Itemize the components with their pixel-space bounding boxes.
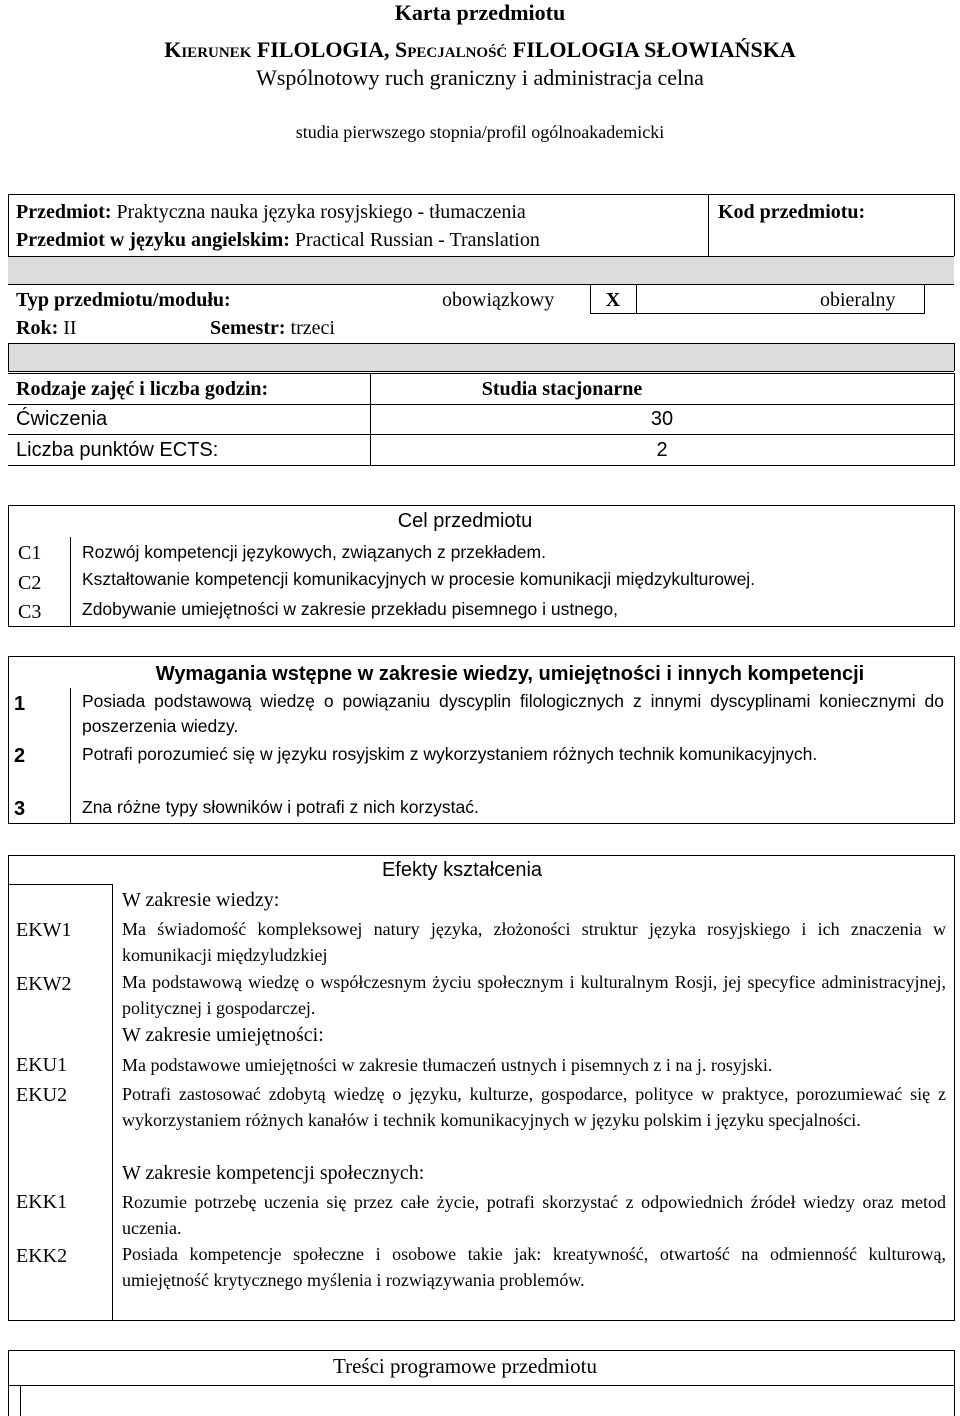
hours-row-name: Liczba punktów ECTS: [16,439,219,461]
outcome-text: Ma podstawowe umiejętności w zakresie tłumaczeń ustnych i pisemnych z i na j. rosyjski. [122,1055,773,1075]
goal-code: C3 [18,601,42,623]
subject-code-label: Kod przedmiotu: [718,201,866,223]
specjalnosc-value: FILOLOGIA SŁOWIAŃSKA [512,37,796,62]
outcome-code: EKW1 [16,919,72,941]
year-label: Rok: [16,317,59,339]
requirement-code: 1 [14,693,26,715]
semester-label: Semestr: [210,317,286,339]
type-mandatory: obowiązkowy [442,289,555,311]
kierunek-label: Kierunek [164,37,252,62]
outcome-text: Posiada kompetencje społeczne i osobowe takie jak: kreatywność, otwartość na odmienność kulturową, umiejętność krytycznego myślenia i rozwiązywania problemów. [122,1244,946,1290]
requirement-text: Zna różne typy słowników i potrafi z nich korzystać. [82,797,479,817]
goal-code: C1 [18,542,42,564]
outcome-text: Ma podstawową wiedzę o współczesnym życiu społecznym i kulturalnym Rosji, jej specyfice administracyjnej, politycznej i gospodarczej. [122,972,946,1018]
subject-en-value: Practical Russian - Translation [294,229,540,251]
outcomes-title: Efekty kształcenia [381,859,543,881]
year-row [16,315,77,341]
goal-code: C2 [18,572,42,594]
hours-row-value: 2 [656,439,668,461]
hours-row-value: 30 [650,408,674,430]
outcome-text: Ma świadomość kompleksowej natury języka, złożoności struktur języka rosyjskiego i ich znaczenia w komunikacji międzyludzkiej [122,919,946,965]
kierunek-value: FILOLOGIA, [256,37,390,62]
outcomes-skills-heading: W zakresie umiejętności: [122,1024,324,1046]
outcome-text: Potrafi zastosować zdobytą wiedzę o języku, kulturze, gospodarce, polityce w praktyce, porozumiewać się z wykorzystaniem różnych kanałów i technik komunikacyjnych w języku polskim i języku specjalności. [122,1084,946,1130]
requirement-text: Potrafi porozumieć się w języku rosyjskim z wykorzystaniem różnych technik komunikacyjnych. [82,744,818,764]
faculty-line [0,36,960,64]
requirements-title: Wymagania wstępne w zakresie wiedzy, umiejętności i innych kompetencji [155,663,865,685]
semester-value: trzeci [290,317,335,339]
goals-title: Cel przedmiotu [397,510,533,532]
content-title: Treści programowe przedmiotu [333,1354,597,1378]
type-elective: obieralny [820,289,896,311]
hours-label: Rodzaje zajęć i liczba godzin: [16,378,269,400]
type-label: Typ przedmiotu/modułu: [16,289,231,311]
outcome-code: EKU1 [16,1054,68,1076]
goal-text: Kształtowanie kompetencji komunikacyjnych w procesie komunikacji międzykulturowej. [82,569,756,589]
page-title: Karta przedmiotu [394,0,566,25]
outcome-code: EKW2 [16,973,72,995]
grey-separator [8,343,954,371]
study-level: studia pierwszego stopnia/profil ogólnoakademicki [295,122,665,142]
subject-en-row [16,227,540,253]
type-mark: X [605,289,621,311]
semester-row [210,315,335,341]
requirement-code: 2 [14,745,26,767]
goal-text: Zdobywanie umiejętności w zakresie przekładu pisemnego i ustnego, [82,599,618,619]
specjalnosc-label: Specjalność [395,37,508,62]
outcomes-social-heading: W zakresie kompetencji społecznych: [122,1162,425,1184]
goal-text: Rozwój kompetencji językowych, związanych z przekładem. [82,542,546,562]
outcomes-knowledge-heading: W zakresie wiedzy: [122,889,280,911]
subject-en-label: Przedmiot w języku angielskim: [16,229,290,251]
requirement-code: 3 [14,798,26,820]
year-value: II [63,317,77,339]
subject-label: Przedmiot: [16,201,112,223]
hours-column-header: Studia stacjonarne [481,378,643,400]
grey-separator [8,256,954,284]
page-subtitle: Wspólnotowy ruch graniczny i administracja celna [256,65,704,90]
outcome-code: EKK1 [16,1191,68,1213]
outcome-code: EKU2 [16,1084,68,1106]
hours-row-name: Ćwiczenia [16,408,108,430]
subject-row [16,199,526,225]
requirement-text: Posiada podstawową wiedzę o powiązaniu dyscyplin filologicznych z innymi dyscyplinami koniecznymi do poszerzenia wiedzy. [82,691,944,736]
subject-value: Praktyczna nauka języka rosyjskiego - tłumaczenia [116,201,526,223]
outcome-code: EKK2 [16,1245,68,1267]
outcome-text: Rozumie potrzebę uczenia się przez całe życie, potrafi skorzystać z odpowiednich źródeł wiedzy oraz metod uczenia. [122,1192,946,1238]
